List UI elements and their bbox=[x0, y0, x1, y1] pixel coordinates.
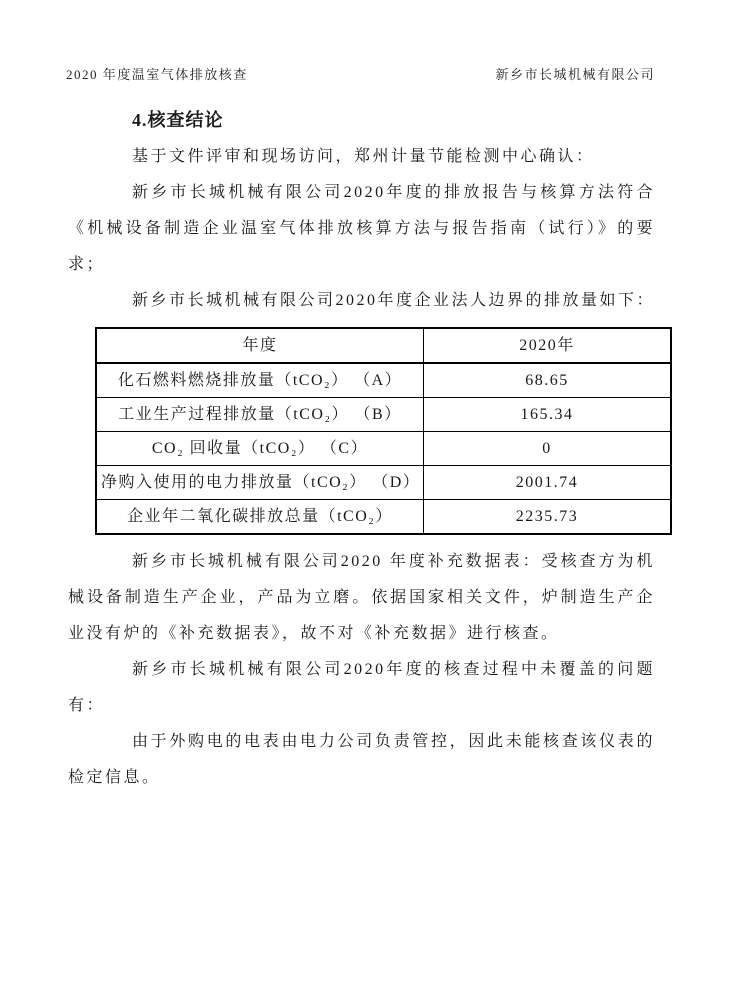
table-row bbox=[96, 466, 671, 500]
paragraph-confirmation: 基于文件评审和现场访问，郑州计量节能检测中心确认： bbox=[132, 148, 595, 165]
table-row bbox=[96, 500, 671, 535]
table-header-year-label: 年度 bbox=[96, 328, 424, 363]
paragraph-meter-issue: 由于外购电的电表由电力公司负责管控，因此未能核查该仪表的检定信息。 bbox=[68, 733, 655, 786]
table-header-row bbox=[96, 328, 671, 363]
table-cell-value: 0 bbox=[424, 432, 672, 466]
header-right-company: 新乡市长城机械有限公司 bbox=[495, 67, 655, 82]
emissions-table bbox=[95, 327, 672, 535]
table-cell-value: 68.65 bbox=[424, 363, 672, 398]
table-cell-label: 工业生产过程排放量（tCO₂） （B） bbox=[96, 398, 424, 432]
document-body bbox=[0, 107, 730, 796]
table-cell-label: 企业年二氧化碳排放总量（tCO₂） bbox=[96, 500, 424, 535]
table-cell-label: 化石燃料燃烧排放量（tCO₂） （A） bbox=[96, 363, 424, 398]
table-row bbox=[96, 363, 671, 398]
table-cell-value: 165.34 bbox=[424, 398, 672, 432]
table-cell-label: CO₂ 回收量（tCO₂） （C） bbox=[96, 432, 424, 466]
paragraph-supplementary-data: 新乡市长城机械有限公司2020 年度补充数据表：受核查方为机械设备制造生产企业，产品为立磨。依据国家相关文件，炉制造生产企业没有炉的《补充数据表》，故不对《补充数据》进行核查。 bbox=[68, 553, 655, 642]
paragraph-uncovered-issues-intro: 新乡市长城机械有限公司2020年度的核查过程中未覆盖的问题有： bbox=[68, 661, 655, 714]
section-title: 4.核查结论 bbox=[132, 110, 224, 130]
header-left-title: 2020 年度温室气体排放核查 bbox=[66, 67, 248, 82]
table-cell-value: 2235.73 bbox=[424, 500, 672, 535]
table-row bbox=[96, 398, 671, 432]
page-header bbox=[0, 0, 730, 83]
paragraph-method-compliance: 新乡市长城机械有限公司2020年度的排放报告与核算方法符合《机械设备制造企业温室气体排放核算方法与报告指南（试行）》的要求； bbox=[68, 184, 655, 273]
paragraph-boundary-intro: 新乡市长城机械有限公司2020年度企业法人边界的排放量如下： bbox=[132, 292, 656, 309]
table-cell-value: 2001.74 bbox=[424, 466, 672, 500]
table-row bbox=[96, 432, 671, 466]
table-header-year-value: 2020年 bbox=[424, 328, 672, 363]
table-cell-label: 净购入使用的电力排放量（tCO₂） （D） bbox=[96, 466, 424, 500]
